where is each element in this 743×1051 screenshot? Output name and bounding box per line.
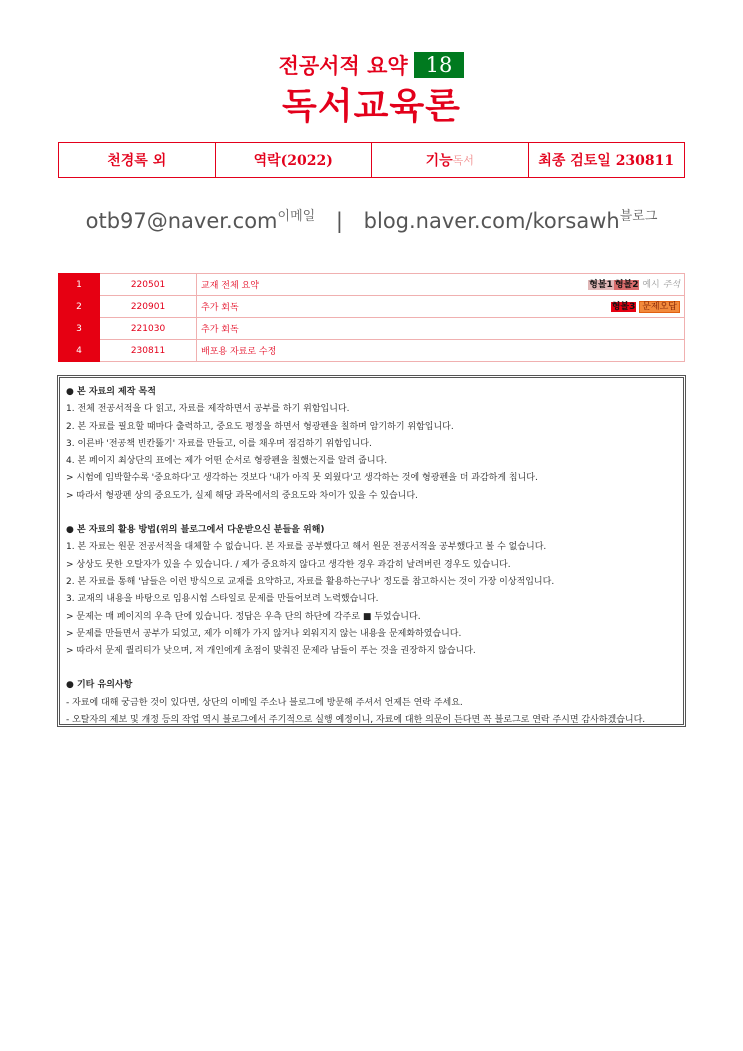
row-date: 220901 bbox=[100, 296, 197, 318]
section-title: ● 본 자료의 활용 방법(위의 블로그에서 다운받으신 분들을 위해) bbox=[66, 525, 325, 536]
legend-hl3: 형볼3 bbox=[611, 302, 636, 312]
row-number: 2 bbox=[59, 296, 100, 318]
review-date-cell: 최종 검토일 230811 bbox=[538, 153, 675, 169]
row-number: 1 bbox=[59, 274, 100, 296]
document-title: 독서교육론 bbox=[282, 86, 461, 127]
section-title: ● 본 자료의 제작 목적 bbox=[66, 387, 156, 397]
legend-hl1: 형볼1 bbox=[589, 280, 613, 290]
author-cell: 천경록 외 bbox=[59, 143, 216, 177]
note-line: > 상상도 못한 오탈자가 있을 수 있습니다. / 제가 중요하지 않다고 생각한 경우 과감히 날려버린 경우도 있습니다. bbox=[66, 559, 511, 570]
edition-cell: 역락(2022) bbox=[216, 143, 373, 177]
note-line: - 자료에 대해 궁금한 것이 있다면, 상단의 이메일 주소나 블로그에 방문해 주셔서 언제든 연락 주세요. bbox=[66, 697, 463, 708]
row-desc-cell bbox=[197, 296, 685, 318]
blog-label: 블로그 bbox=[619, 209, 658, 224]
series-heading bbox=[0, 50, 743, 80]
highlight-legend-1 bbox=[588, 277, 680, 290]
highlight-legend-2 bbox=[611, 299, 680, 312]
series-number: 18 bbox=[414, 52, 465, 78]
category-cell bbox=[372, 143, 529, 177]
note-line: 4. 본 페이지 최상단의 표에는 제가 어떤 순서로 형광펜을 칠했는지를 알려 줍니다. bbox=[66, 456, 388, 467]
note-line: > 문제는 매 페이지의 우측 단에 있습니다. 정답은 우측 단의 하단에 각주로 ■ 두었습니다. bbox=[66, 611, 421, 622]
table-row bbox=[59, 340, 685, 362]
spacer bbox=[66, 505, 677, 522]
revision-history-table bbox=[58, 273, 685, 362]
category-light: 독서 bbox=[452, 154, 474, 167]
row-desc: 추가 회독 bbox=[201, 303, 239, 313]
email-label: 이메일 bbox=[277, 209, 316, 224]
spacer bbox=[66, 660, 677, 677]
row-desc-cell bbox=[197, 274, 685, 296]
note-line: > 문제를 만들면서 공부가 되었고, 제가 이해가 가지 않거나 외워지지 않는 내용을 문제화하였습니다. bbox=[66, 628, 462, 639]
legend-example: 예시 bbox=[642, 280, 660, 290]
table-row bbox=[59, 274, 685, 296]
row-date: 221030 bbox=[100, 318, 197, 340]
row-desc: 교재 전체 요약 bbox=[201, 281, 259, 291]
blog-link[interactable]: blog.naver.com/korsawh bbox=[363, 209, 620, 233]
note-line: 1. 전체 전공서적을 다 읽고, 자료를 제작하면서 공부를 하기 위함입니다. bbox=[66, 404, 350, 415]
note-line: > 따라서 문제 퀄리티가 낮으며, 저 개인에게 초점이 맞춰진 문제라 남들이 푸는 것을 권장하지 않습니다. bbox=[66, 646, 476, 657]
row-desc: 추가 회독 bbox=[197, 318, 685, 340]
email-link[interactable]: otb97@naver.com bbox=[85, 209, 278, 233]
note-line: 3. 이른바 '전공책 빈칸뚫기' 자료를 만들고, 이를 채우며 점검하기 위함입니다. bbox=[66, 438, 372, 449]
row-date: 230811 bbox=[100, 340, 197, 362]
row-desc: 배포용 자료로 수정 bbox=[197, 340, 685, 362]
contact-separator: | bbox=[335, 209, 343, 233]
legend-hl2: 형볼2 bbox=[614, 280, 639, 290]
note-line: 3. 교재의 내용을 바탕으로 임용시험 스타일로 문제를 만들어보려 노력했습니다. bbox=[66, 594, 379, 605]
contact-line bbox=[0, 205, 743, 233]
row-number: 3 bbox=[59, 318, 100, 340]
legend-quiz: 문제오답 bbox=[639, 301, 680, 313]
legend-note: 주석 bbox=[662, 280, 680, 290]
table-row bbox=[59, 296, 685, 318]
row-number: 4 bbox=[59, 340, 100, 362]
note-line: 1. 본 자료는 원문 전공서적을 대체할 수 없습니다. 본 자료를 공부했다고 해서 원문 전공서적을 공부했다고 볼 수 없습니다. bbox=[66, 542, 547, 553]
table-row bbox=[59, 318, 685, 340]
note-line: > 시험에 임박할수록 '중요하다'고 생각하는 것보다 '내가 아직 못 외웠다'고 생각하는 것에 형광펜을 더 과감하게 칩니다. bbox=[66, 473, 538, 484]
section-title: ● 기타 유의사항 bbox=[66, 680, 133, 691]
note-line: 2. 본 자료를 통해 '남들은 이런 방식으로 교재를 요약하고, 자료를 활용하는구나' 정도를 참고하시는 것이 가장 이상적입니다. bbox=[66, 576, 555, 587]
notes-box bbox=[57, 375, 686, 727]
row-date: 220501 bbox=[100, 274, 197, 296]
series-label: 전공서적 요약 bbox=[278, 53, 408, 78]
category-bold: 기능 bbox=[425, 153, 453, 169]
note-line: > 따라서 형광펜 상의 중요도가, 실제 해당 과목에서의 중요도와 차이가 있을 수 있습니다. bbox=[66, 490, 418, 501]
info-table bbox=[58, 142, 685, 178]
note-line: - 오탈자의 제보 및 개정 등의 작업 역시 블로그에서 주기적으로 실행 예정이니, 자료에 대한 의문이 든다면 꼭 블로그로 연락 주시면 감사하겠습니다. bbox=[66, 715, 646, 726]
note-line: 2. 본 자료를 필요할 때마다 출력하고, 중요도 평정을 하면서 형광펜을 칠하며 암기하기 위함입니다. bbox=[66, 421, 454, 432]
